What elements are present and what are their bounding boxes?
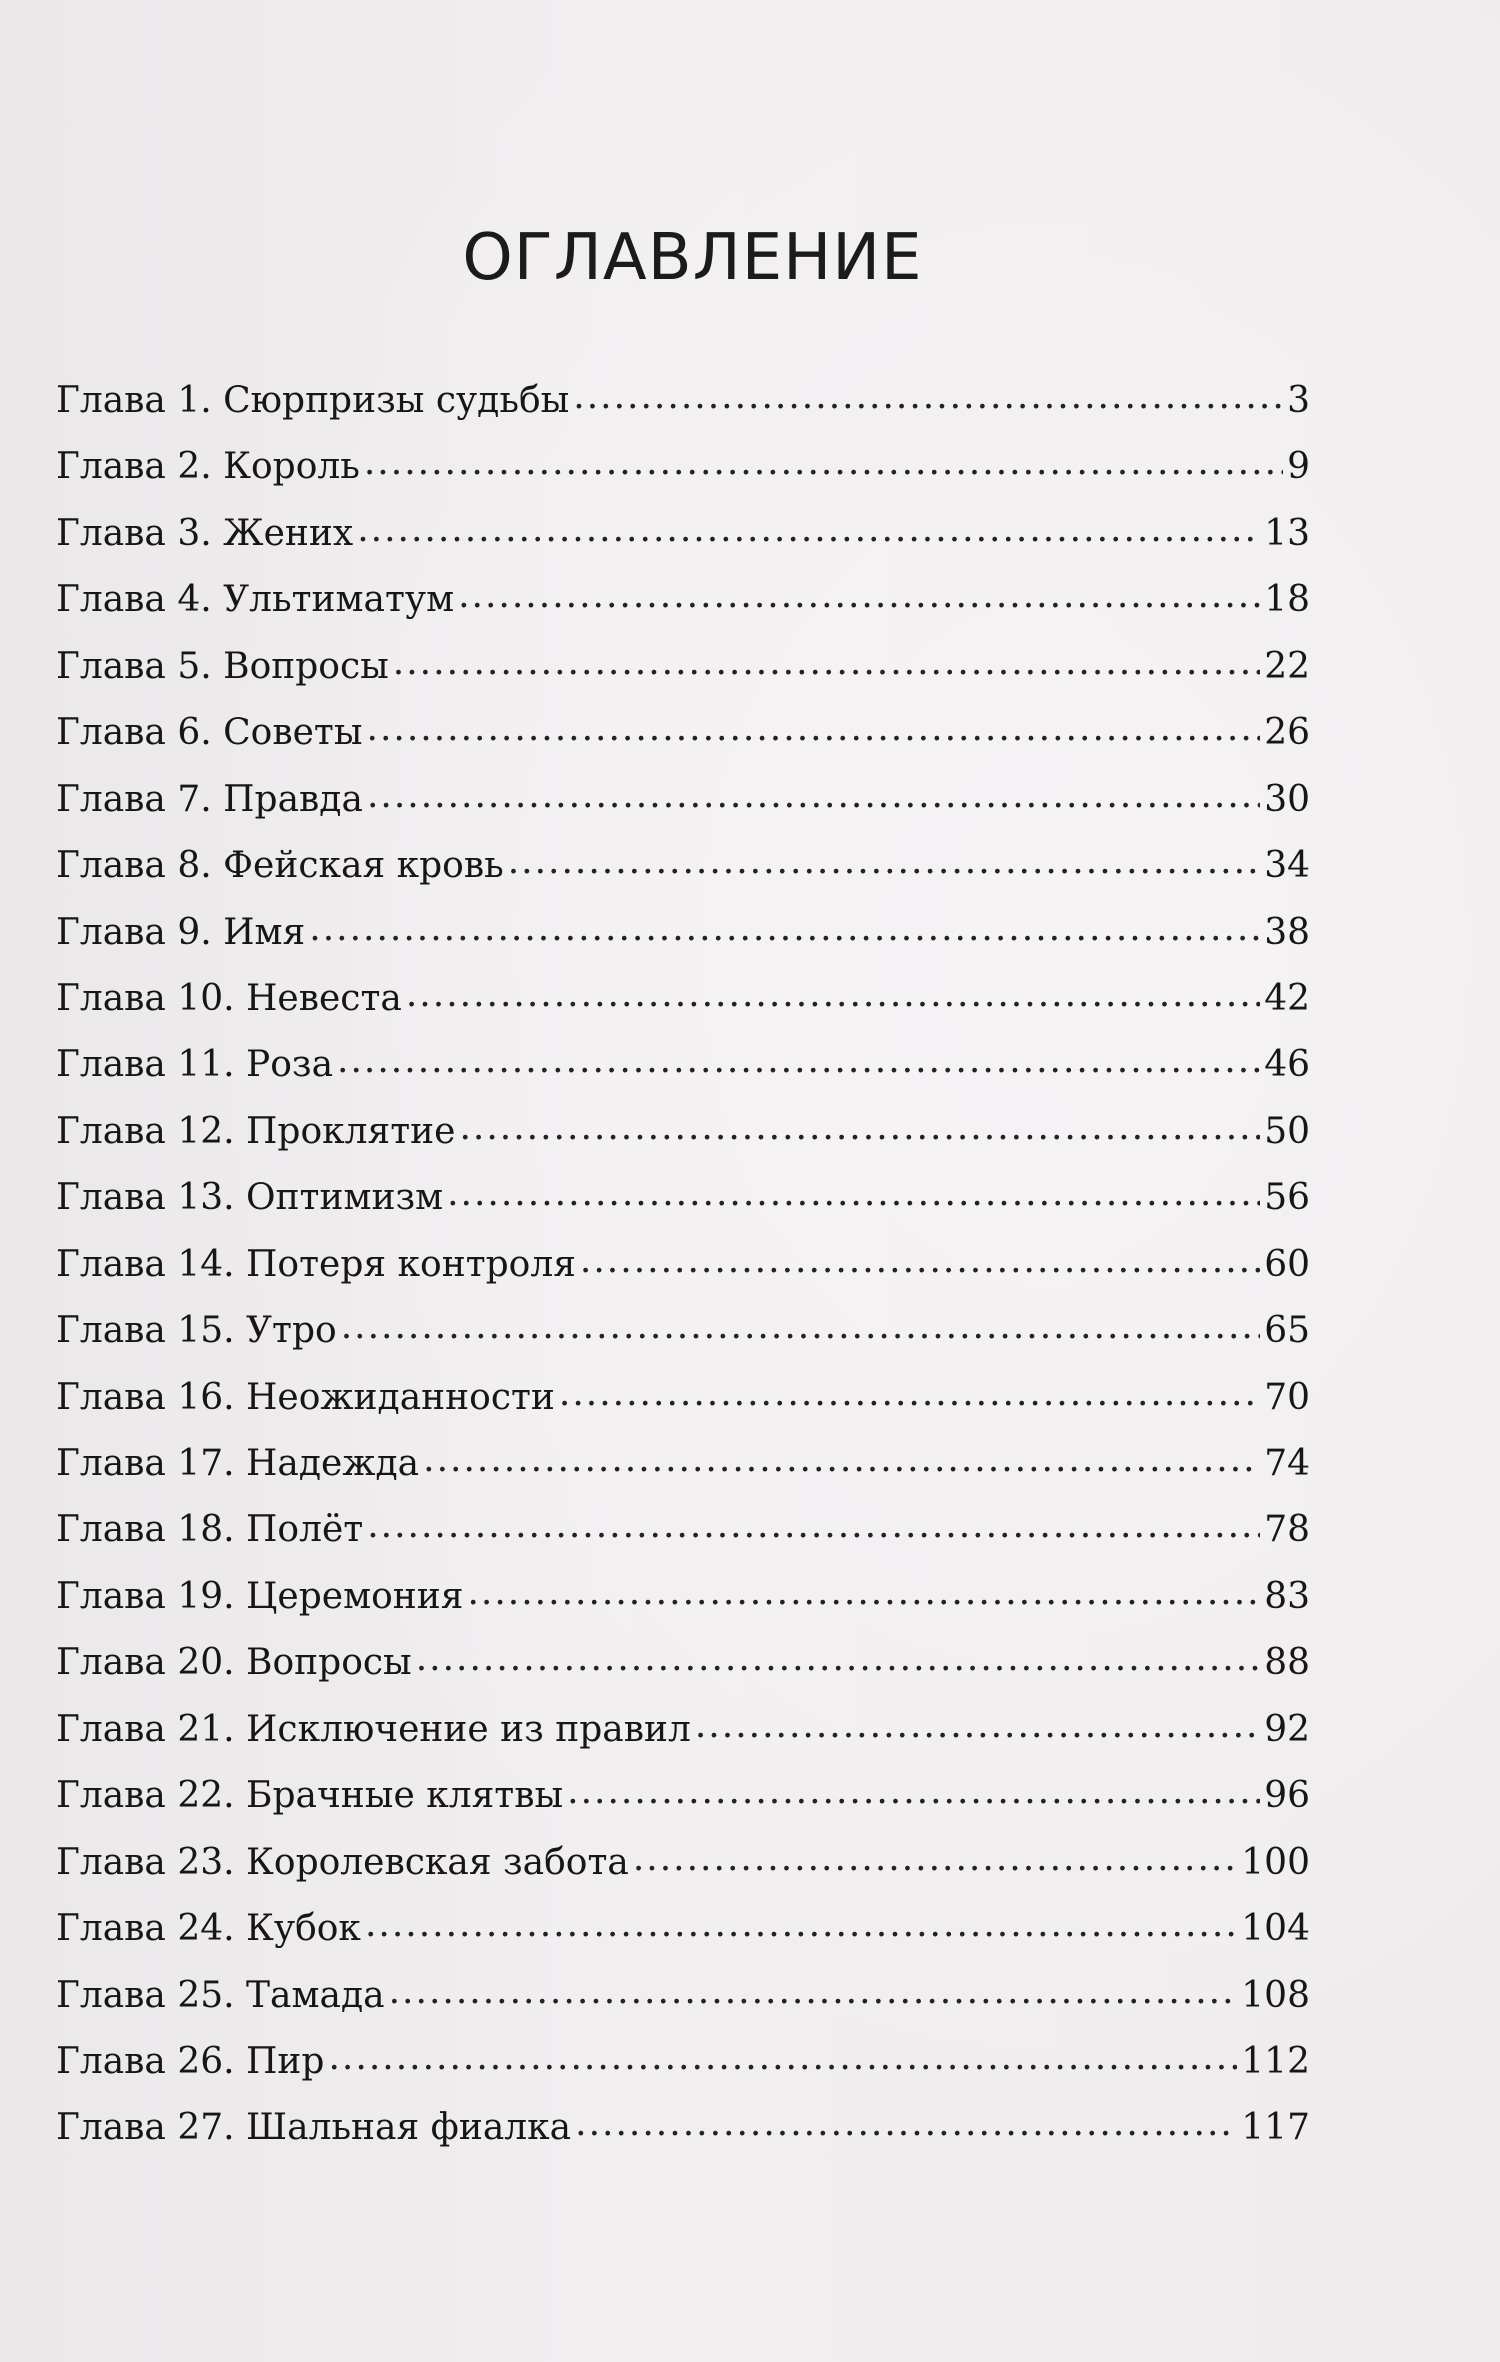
dot-leader: [367, 763, 1260, 829]
toc-entry: [56, 1896, 1310, 1962]
dot-leader: [357, 497, 1260, 563]
toc-entry: [56, 1763, 1310, 1829]
toc-entry-title: Глава 22. Брачные клятвы: [56, 1775, 564, 1817]
toc-entry-title: Глава 19. Церемония: [56, 1575, 464, 1617]
toc-entry-title: Глава 26. Пир: [56, 2040, 325, 2082]
toc-entry-title: Глава 2. Король: [56, 446, 360, 488]
dot-leader: [337, 1028, 1260, 1094]
toc-entry-page-number: 3: [1287, 380, 1310, 421]
toc-entry: [56, 567, 1310, 633]
toc-entry-title: Глава 21. Исключение из правил: [56, 1708, 691, 1750]
toc-entry-page-number: 50: [1264, 1110, 1310, 1152]
toc-entry: [56, 634, 1310, 700]
toc-entry-page-number: 108: [1241, 1974, 1310, 2016]
dot-leader: [559, 1361, 1260, 1427]
toc-entry-page-number: 46: [1264, 1044, 1310, 1086]
toc-entry-page-number: 78: [1264, 1509, 1310, 1551]
toc-entry-page-number: 100: [1241, 1841, 1310, 1883]
toc-entry: [56, 1963, 1310, 2029]
toc-entry-title: Глава 10. Невеста: [56, 977, 402, 1019]
dot-leader: [406, 962, 1260, 1028]
toc-entry-title: Глава 4. Ультиматум: [56, 579, 455, 621]
toc-entry-title: Глава 18. Полёт: [56, 1509, 364, 1551]
dot-leader: [393, 630, 1260, 696]
toc-entry-page-number: 92: [1264, 1708, 1310, 1750]
dot-leader: [573, 364, 1283, 430]
table-of-contents: [56, 368, 1310, 2162]
toc-entry-page-number: 18: [1264, 579, 1310, 621]
toc-entry: [56, 368, 1310, 434]
toc-entry: [56, 1099, 1310, 1165]
toc-entry: [56, 2095, 1310, 2161]
toc-entry-page-number: 74: [1264, 1443, 1310, 1484]
toc-entry-title: Глава 13. Оптимизм: [56, 1177, 444, 1219]
dot-leader: [447, 1161, 1260, 1227]
toc-entry-title: Глава 23. Королевская забота: [56, 1841, 629, 1883]
toc-entry-title: Глава 15. Утро: [56, 1310, 337, 1352]
toc-entry-page-number: 65: [1264, 1310, 1310, 1352]
toc-entry-title: Глава 7. Правда: [56, 778, 363, 820]
toc-entry-page-number: 56: [1264, 1177, 1310, 1219]
toc-entry-page-number: 9: [1287, 446, 1310, 488]
dot-leader: [367, 1493, 1260, 1559]
toc-entry-page-number: 26: [1264, 712, 1310, 754]
toc-entry-page-number: 70: [1264, 1376, 1310, 1418]
toc-entry: [56, 1830, 1310, 1896]
toc-entry: [56, 767, 1310, 833]
toc-entry-page-number: 112: [1241, 2040, 1310, 2082]
toc-entry-page-number: 83: [1264, 1575, 1310, 1617]
toc-entry-title: Глава 11. Роза: [56, 1044, 334, 1086]
dot-leader: [365, 1892, 1237, 1958]
toc-entry: [56, 1431, 1310, 1497]
toc-entry: [56, 434, 1310, 500]
toc-entry: [56, 1298, 1310, 1364]
dot-leader: [467, 1560, 1260, 1626]
dot-leader: [309, 896, 1260, 962]
toc-entry: [56, 1564, 1310, 1630]
toc-entry-title: Глава 3. Жених: [56, 512, 354, 554]
toc-entry: [56, 1497, 1310, 1563]
dot-leader: [364, 430, 1283, 496]
toc-entry-title: Глава 5. Вопросы: [56, 645, 389, 687]
toc-entry-title: Глава 14. Потеря контроля: [56, 1243, 576, 1285]
toc-entry-page-number: 60: [1264, 1243, 1310, 1285]
toc-entry-title: Глава 24. Кубок: [56, 1908, 361, 1950]
dot-leader: [423, 1427, 1260, 1493]
page-title: ОГЛАВЛЕНИЕ: [462, 221, 923, 295]
toc-entry: [56, 900, 1310, 966]
toc-entry: [56, 966, 1310, 1032]
dot-leader: [341, 1294, 1261, 1360]
toc-entry: [56, 1697, 1310, 1763]
toc-entry-title: Глава 9. Имя: [56, 911, 306, 953]
dot-leader: [633, 1826, 1237, 1892]
toc-entry-title: Глава 17. Надежда: [56, 1443, 420, 1484]
toc-entry-page-number: 104: [1241, 1908, 1310, 1950]
toc-entry-page-number: 96: [1264, 1775, 1310, 1817]
dot-leader: [580, 1228, 1260, 1294]
toc-entry-page-number: 88: [1264, 1642, 1310, 1684]
toc-entry-page-number: 30: [1264, 778, 1310, 820]
toc-entry-page-number: 117: [1241, 2107, 1310, 2149]
dot-leader: [416, 1626, 1260, 1692]
dot-leader: [459, 1095, 1260, 1161]
toc-entry-title: Глава 6. Советы: [56, 712, 363, 754]
dot-leader: [367, 696, 1261, 762]
toc-entry-page-number: 38: [1264, 911, 1310, 953]
toc-entry-page-number: 34: [1264, 845, 1310, 887]
dot-leader: [567, 1759, 1260, 1825]
toc-entry: [56, 1032, 1310, 1098]
toc-entry: [56, 1365, 1310, 1431]
toc-entry-title: Глава 27. Шальная фиалка: [56, 2107, 572, 2149]
dot-leader: [389, 1959, 1238, 2025]
toc-entry-title: Глава 16. Неожиданности: [56, 1376, 555, 1418]
toc-entry-title: Глава 25. Тамада: [56, 1974, 385, 2016]
toc-entry-page-number: 13: [1264, 512, 1310, 554]
toc-entry: [56, 833, 1310, 899]
toc-entry: [56, 1165, 1310, 1231]
toc-entry: [56, 1630, 1310, 1696]
dot-leader: [328, 2025, 1237, 2091]
toc-entry-title: Глава 20. Вопросы: [56, 1642, 412, 1684]
dot-leader: [695, 1693, 1260, 1759]
toc-entry-title: Глава 12. Проклятие: [56, 1110, 456, 1152]
dot-leader: [575, 2091, 1237, 2157]
toc-entry: [56, 700, 1310, 766]
toc-entry-title: Глава 8. Фейская кровь: [56, 845, 504, 887]
toc-entry-title: Глава 1. Сюрпризы судьбы: [56, 380, 570, 421]
toc-entry: [56, 2029, 1310, 2095]
toc-entry-page-number: 22: [1264, 645, 1310, 687]
toc-entry: [56, 1232, 1310, 1298]
dot-leader: [458, 563, 1260, 629]
toc-entry: [56, 501, 1310, 567]
dot-leader: [508, 829, 1261, 895]
toc-entry-page-number: 42: [1264, 977, 1310, 1019]
